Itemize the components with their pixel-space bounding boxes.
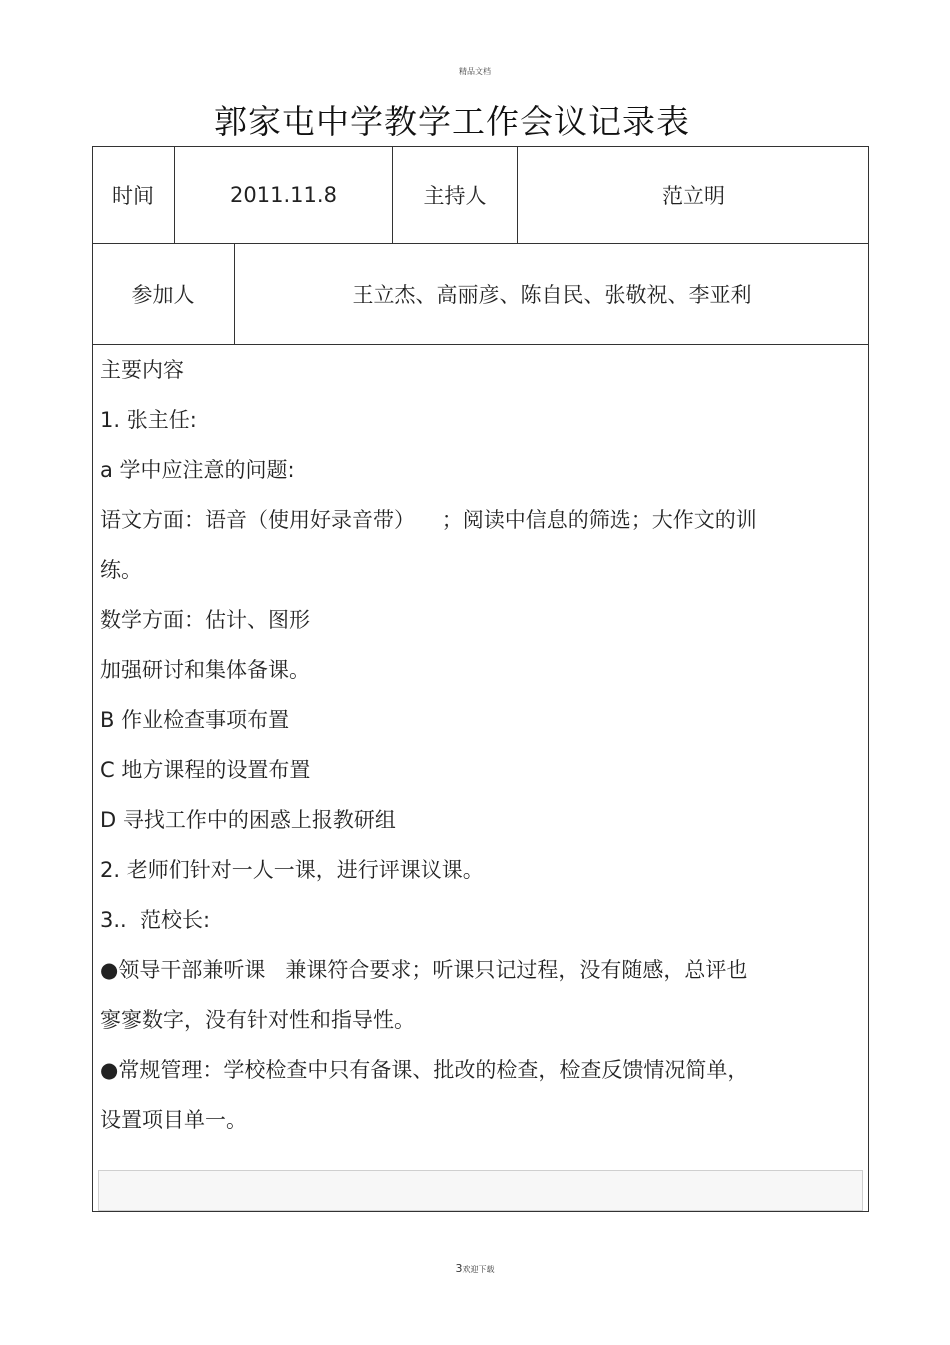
content-line: 语文方面：语音（使用好录音带） ；阅读中信息的筛选；大作文的训 — [100, 508, 757, 532]
host-label: 主持人 — [423, 183, 487, 208]
content-line: 3.. 范校长: — [100, 908, 211, 932]
content-line: B 作业检查事项布置 — [100, 708, 290, 732]
content-line: D 寻找工作中的困惑上报教研组 — [100, 808, 396, 832]
time-value: 2011.11.8 — [230, 182, 337, 207]
content-line: ●常规管理：学校检查中只有备课、批改的检查，检查反馈情况简单， — [100, 1058, 749, 1082]
page-footer — [0, 1262, 950, 1275]
content-line: 2. 老师们针对一人一课，进行评课议课。 — [100, 858, 484, 882]
content-line: 练。 — [100, 558, 142, 582]
content-line: a 学中应注意的问题: — [100, 458, 295, 482]
content-line: 主要内容 — [100, 358, 184, 382]
content-line: 设置项目单一。 — [100, 1108, 247, 1132]
page-number: 3 — [455, 1262, 463, 1275]
watermark: 精品文档 — [459, 67, 491, 76]
content-line: C 地方课程的设置布置 — [100, 758, 311, 782]
content-line: 寥寥数字，没有针对性和指导性。 — [100, 1008, 415, 1032]
document-title: 郭家屯中学教学工作会议记录表 — [214, 102, 690, 141]
empty-notes-box — [98, 1170, 863, 1211]
meeting-content — [100, 345, 840, 1145]
footer-text: 欢迎下载 — [462, 1265, 495, 1274]
content-line: 1. 张主任: — [100, 408, 197, 432]
attendees-label: 参加人 — [131, 283, 195, 307]
content-line: 数学方面：估计、图形 — [100, 608, 310, 632]
content-line: 加强研讨和集体备课。 — [100, 658, 310, 682]
time-label: 时间 — [112, 183, 154, 208]
host-value: 范立明 — [662, 183, 725, 208]
content-line: ●领导干部兼听课 兼课符合要求；听课只记过程，没有随感，总评也 — [100, 958, 748, 982]
attendees-value: 王立杰、高丽彦、陈自民、张敬祝、李亚利 — [352, 283, 752, 307]
